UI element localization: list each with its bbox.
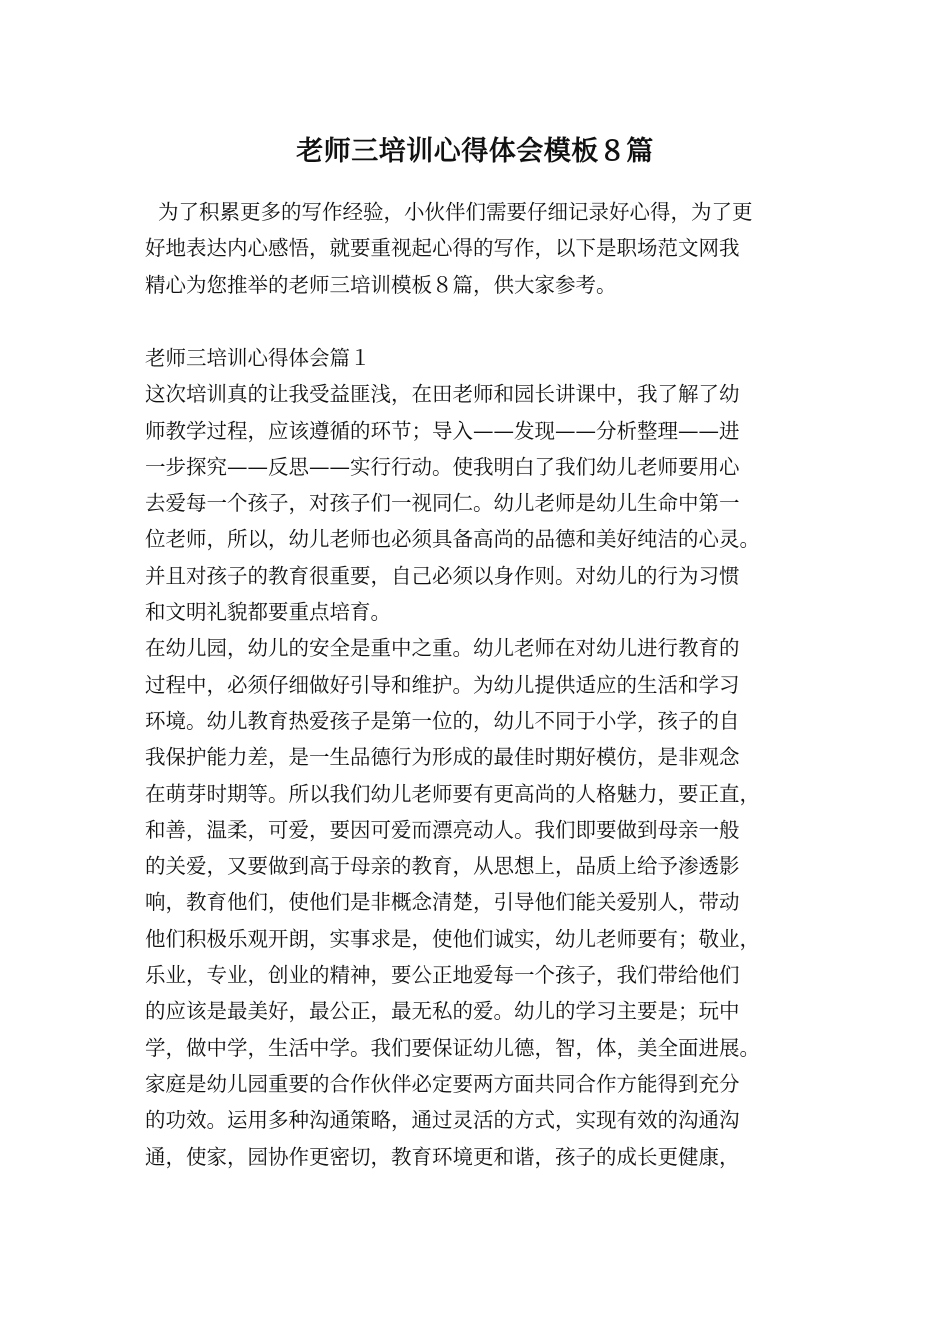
- paragraph-2-line: 学，做中学，生活中学。我们要保证幼儿德，智，体，美全面进展。: [145, 1035, 760, 1060]
- paragraph-2-line: 在萌芽时期等。所以我们幼儿老师要有更高尚的人格魅力，要正直，: [145, 781, 760, 806]
- paragraph-2-line: 乐业，专业，创业的精神，要公正地爱每一个孩子，我们带给他们: [145, 963, 740, 988]
- paragraph-2-line: 的功效。运用多种沟通策略，通过灵活的方式，实现有效的沟通沟: [145, 1108, 740, 1133]
- paragraph-1-line: 一步探究——反思——实行行动。使我明白了我们幼儿老师要用心: [145, 454, 740, 479]
- paragraph-2-line: 过程中，必须仔细做好引导和维护。为幼儿提供适应的生活和学习: [145, 672, 740, 697]
- paragraph-1-line: 去爱每一个孩子，对孩子们一视同仁。幼儿老师是幼儿生命中第一: [145, 491, 740, 516]
- paragraph-2-line: 家庭是幼儿园重要的合作伙伴必定要两方面共同合作方能得到充分: [145, 1071, 740, 1096]
- paragraph-2-line: 环境。幼儿教育热爱孩子是第一位的，幼儿不同于小学，孩子的自: [145, 708, 740, 733]
- document-title: 老师三培训心得体会模板８篇: [296, 136, 654, 167]
- paragraph-2-line: 在幼儿园，幼儿的安全是重中之重。幼儿老师在对幼儿进行教育的: [145, 636, 740, 661]
- paragraph-1-line: 位老师，所以，幼儿老师也必须具备高尚的品德和美好纯洁的心灵。: [145, 527, 760, 552]
- paragraph-2-line: 和善，温柔，可爱，要因可爱而漂亮动人。我们即要做到母亲一般: [145, 817, 740, 842]
- paragraph-2-line: 我保护能力差，是一生品德行为形成的最佳时期好模仿，是非观念: [145, 745, 740, 770]
- paragraph-1-line: 这次培训真的让我受益匪浅，在田老师和园长讲课中，我了解了幼: [145, 382, 740, 407]
- paragraph-2-line: 响，教育他们，使他们是非概念清楚，引导他们能关爱别人，带动: [145, 890, 740, 915]
- section-1: [145, 340, 810, 1175]
- paragraph-1-line: 和文明礼貌都要重点培育。: [145, 600, 391, 625]
- paragraph-2-line: 通，使家，园协作更密切，教育环境更和谐，孩子的成长更健康，: [145, 1144, 740, 1169]
- paragraph-2-line: 的应该是最美好，最公正，最无私的爱。幼儿的学习主要是；玩中: [145, 999, 740, 1024]
- paragraph-1-line: 师教学过程，应该遵循的环节；导入——发现——分析整理——进: [145, 418, 740, 443]
- section-heading: 老师三培训心得体会篇１: [145, 346, 371, 370]
- paragraph-2-line: 他们积极乐观开朗，实事求是，使他们诚实，幼儿老师要有；敬业，: [145, 926, 760, 951]
- paragraph-1-line: 并且对孩子的教育很重要，自己必须以身作则。对幼儿的行为习惯: [145, 563, 740, 588]
- intro-line: 好地表达内心感悟，就要重视起心得的写作，以下是职场范文网我: [145, 236, 740, 261]
- intro-line: 精心为您推举的老师三培训模板８篇，供大家参考。: [145, 272, 617, 297]
- intro-paragraph: [145, 194, 810, 303]
- paragraph-2-line: 的关爱，又要做到高于母亲的教育，从思想上，品质上给予渗透影: [145, 854, 740, 879]
- intro-line: 为了积累更多的写作经验，小伙伴们需要仔细记录好心得，为了更: [145, 200, 753, 224]
